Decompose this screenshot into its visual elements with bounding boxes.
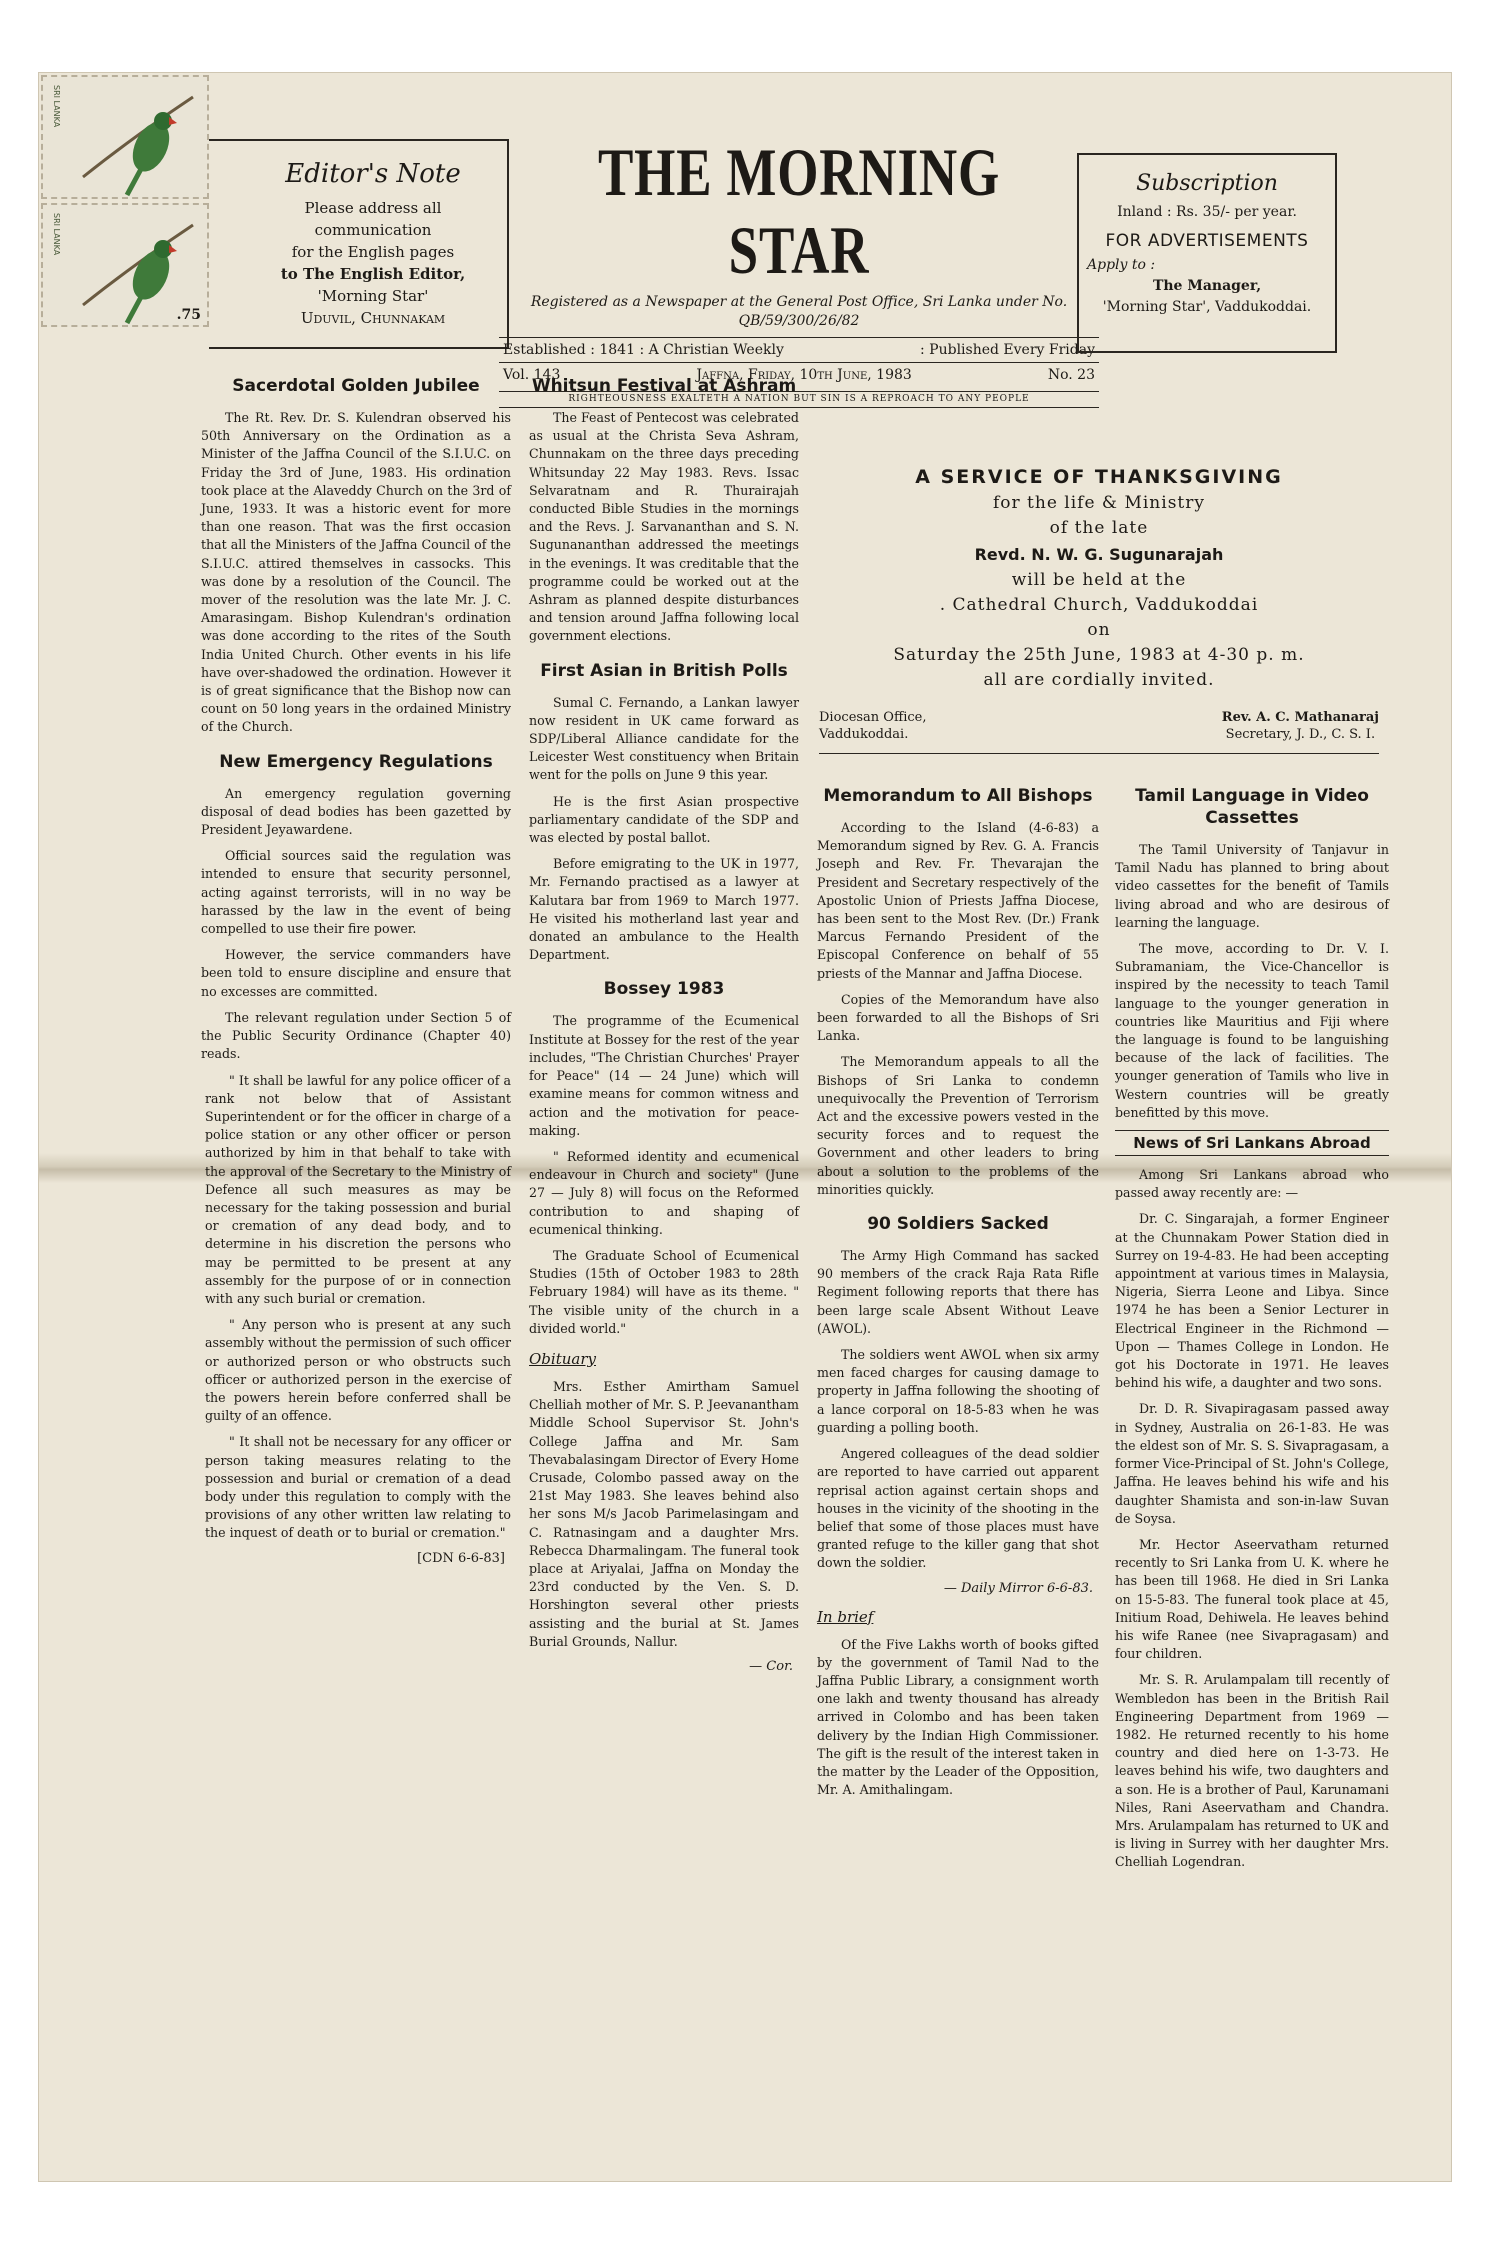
article-paragraph: Mr. Hector Aseervatham returned recently to Sri Lanka from U. K. where he has been till 1968. He died in Sri Lanka on 15-5-83. The funeral took place at 45, Initium Road, Dehiwela. He leaves behind his wife Ranee (nee Sivapragasam) and four children. <box>1115 1536 1389 1662</box>
article-paragraph: " Reformed identity and ecumenical endeavour in Church and society" (June 27 — July 8) will focus on the Reformed contribution to and shaping of ecumenical thinking. <box>529 1148 799 1237</box>
article-headline: Whitsun Festival at Ashram <box>531 376 797 396</box>
notice-signatory <box>1222 709 1379 743</box>
editor-note-box <box>209 139 509 349</box>
stamp-country: SRI LANKA <box>52 213 61 256</box>
article-paragraph: The relevant regulation under Section 5 of the Public Security Ordinance (Chapter 40) reads. <box>201 1009 511 1062</box>
subscription-rate: Inland : Rs. 35/- per year. <box>1117 204 1297 220</box>
article-paragraph: Mrs. Esther Amirtham Samuel Chelliah mother of Mr. S. P. Jeevanantham Middle School Supervisor St. John's College Jaffna and Mr. Sam Thevabalasingam Director of Every Home Crusade, Colombo passed away on the 21st May 1983. She leaves behind also her sons M/s Jacob Parimelasingam and C. Ratnasingam and a daughter Mrs. Rebecca Dharmalingam. The funeral took place at Ariyalai, Jaffna on Monday the 23rd conducted by the Ven. S. D. Horshington several other priests assisting and the burial at St. James Burial Grounds, Nallur. <box>529 1378 799 1649</box>
notice-line: will be held at the <box>1011 570 1187 590</box>
registration-note: Registered as a Newspaper at the General Post Office, Sri Lanka under No. QB/59/300/26/82 <box>530 294 1068 329</box>
established-line <box>499 338 1099 362</box>
notice-office <box>819 709 926 743</box>
stamp-country: SRI LANKA <box>52 85 61 128</box>
notice-line: . Cathedral Church, Vaddukoddai <box>939 595 1259 615</box>
article-paragraph: The Tamil University of Tanjavur in Tamil Nadu has planned to bring about video cassettes for the benefit of Tamils living abroad and who are desirous of learning the language. <box>1115 842 1389 930</box>
notice-signatures <box>819 709 1379 743</box>
article-headline: New Emergency Regulations <box>219 751 493 772</box>
article-headline: Bossey 1983 <box>603 979 725 1000</box>
editor-note-title: Editor's Note <box>285 159 461 189</box>
notice-title: A SERVICE OF THANKSGIVING <box>915 466 1283 488</box>
article-paragraph: However, the service commanders have been told to ensure discipline and ensure that no excesses are committed. <box>201 947 511 999</box>
notice-office-line: Diocesan Office, <box>819 710 927 725</box>
article-paragraph: According to the Island (4-6-83) a Memorandum signed by Rev. G. A. Francis Joseph and Rev. Fr. Thevarajan the President and Secretary respectively of the Apostolic Union of Priests Jaffna Diocese, has been sent to the Most Rev. (Dr.) Frank Marcus Fernando President of the Episcopal Conference on behalf of 55 priests of the Mannar and Jaffna Diocese. <box>817 820 1099 981</box>
editor-note-line: for the English pages <box>291 243 455 261</box>
notice-line: of the late <box>1049 518 1149 538</box>
notice-line: Saturday the 25th June, 1983 at 4-30 p. m. <box>893 645 1305 665</box>
article-paragraph: " Any person who is present at any such assembly without the permission of such officer or authorized person or who obstructs such officer or authorized person in the exercise of the powers herein before conferred shall be guilty of an offence. <box>205 1317 511 1424</box>
manager-address: 'Morning Star', Vaddukoddai. <box>1102 299 1312 315</box>
newspaper-page <box>38 72 1452 2182</box>
stamp-value: .75 <box>176 307 201 323</box>
column-2 <box>529 375 799 1684</box>
article-headline: 90 Soldiers Sacked <box>867 1214 1049 1235</box>
article-paragraph: Official sources said the regulation was intended to ensure that security personnel, acting against terrorists, will in no way be harassed by the law in the event of being compelled to use their fire power. <box>201 848 511 937</box>
article-headline: News of Sri Lankans Abroad <box>1115 1130 1389 1156</box>
apply-to: Apply to : <box>1087 257 1156 273</box>
advertisements-heading: FOR ADVERTISEMENTS <box>1105 231 1309 251</box>
article-paragraph: The soldiers went AWOL when six army men faced charges for causing damage to property in Jaffna following the shooting of a lance corporal on 18-5-83 when he was guarding a polling booth. <box>817 1347 1099 1435</box>
editor-note-line: Uduvil, Chunnakam <box>300 309 446 327</box>
article-paragraph: The Army High Command has sacked 90 members of the crack Raja Rata Rifle Regiment following reports that there has been large scale Absent Without Leave (AWOL). <box>817 1248 1099 1336</box>
volume-number: Vol. 143 <box>503 367 561 383</box>
article-source: [CDN 6-6-83] <box>417 1550 505 1566</box>
column-4 <box>1115 785 1389 1880</box>
article-headline: Memorandum to All Bishops <box>823 786 1093 806</box>
subscription-box <box>1077 153 1337 353</box>
editor-note-line: Please address all <box>304 199 442 217</box>
in-brief-heading: In brief <box>817 1607 874 1626</box>
editor-note-line: communication <box>314 221 432 239</box>
article-headline: First Asian in British Polls <box>540 660 788 681</box>
issue-date: Jaffna, Friday, 10th June, 1983 <box>696 367 912 383</box>
parrot-icon <box>43 77 211 201</box>
obituary-heading: Obituary <box>529 1349 596 1368</box>
article-paragraph: " It shall be lawful for any police officer of a rank not below that of Assistant Superintendent or for the officer in charge of a police station or any other officer or person authorized by him in that behalf to take with the approval of the Secretary to the Ministry of Defence all such measures as may be necessary for the taking possession and burial or cremation of any dead body, and to determine in his discretion the persons who may be permitted to be present at any assembly for the purpose of or in connection with any such burial or cremation. <box>205 1072 511 1306</box>
article-source: — Cor. <box>749 1658 793 1674</box>
article-paragraph: He is the first Asian prospective parliamentary candidate of the SDP and was elected by postal ballot. <box>529 793 799 846</box>
established-text: Established : 1841 : A Christian Weekly <box>503 342 784 358</box>
article-paragraph: Dr. C. Singarajah, a former Engineer at the Chunnakam Power Station died in Surrey on 19-4-83. He had been accepting appointment at various times in Malaysia, Nigeria, Sierra Leone and Libya. Since 1974 he has been a Senior Lecturer in Electrical Engineer in the Richmond — Upon — Thames College in London. He got his Doctorate in 1971. He leaves behind his wife, a daughter and two sons. <box>1115 1211 1389 1391</box>
article-paragraph: " It shall not be necessary for any officer or person taking measures relating to the possession and burial or cremation of a dead body under this regulation to comply with the provisions of any other written law relating to the inquest of death or to burial or cremation." <box>205 1434 511 1541</box>
article-headline: Tamil Language in Video Cassettes <box>1135 786 1369 828</box>
notice-name: Revd. N. W. G. Sugunarajah <box>974 545 1224 564</box>
postage-stamp <box>41 203 209 327</box>
motto: RIGHTEOUSNESS EXALTETH A NATION BUT SIN IS A REPROACH TO ANY PEOPLE <box>499 391 1099 408</box>
thanksgiving-notice <box>819 463 1379 764</box>
article-paragraph: Among Sri Lankans abroad who passed away recently are: — <box>1115 1167 1389 1201</box>
notice-office-line: Vaddukoddai. <box>819 727 909 742</box>
article-paragraph: The programme of the Ecumenical Institute at Bossey for the rest of the year includes, "The Christian Churches' Prayer for Peace" (14 — 24 June) which will examine means for common witness and action and the motivation for peace-making. <box>529 1013 799 1138</box>
notice-line: on <box>1087 620 1111 640</box>
editor-note-line: 'Morning Star' <box>317 287 429 305</box>
article-paragraph: The Feast of Pentecost was celebrated as usual at the Christa Seva Ashram, Chunnakam on the three days preceding Whitsunday 22 May 1983. Revs. Issac Selvaratnam and R. Thurairajah conducted Bible Studies in the mornings and the Revs. J. Sarvananthan and S. N. Sugunananthan addressed the meetings in the evenings. It was creditable that the programme could be worked out at the Ashram as planned despite disturbances and tension around Jaffna following local government elections. <box>529 410 799 644</box>
article-paragraph: The Memorandum appeals to all the Bishops of Sri Lanka to condemn unequivocally the Prevention of Terrorism Act and the excessive powers vested in the security forces and to request the Government and other leaders to bring about a solution to the problems of the minorities quickly. <box>817 1054 1099 1197</box>
article-headline: Sacerdotal Golden Jubilee <box>232 376 480 396</box>
newspaper-title: THE MORNING STAR <box>598 134 1000 288</box>
notice-signatory-name: Rev. A. C. Mathanaraj <box>1221 710 1379 725</box>
article-paragraph: Sumal C. Fernando, a Lankan lawyer now resident in UK came forward as SDP/Liberal Alliance candidate for the Leicester West constituency when Britain went for the polls on June 9 this year. <box>529 694 799 783</box>
notice-signatory-title: Secretary, J. D., C. S. I. <box>1225 727 1376 742</box>
notice-line: for the life & Ministry <box>993 493 1205 513</box>
article-paragraph: Of the Five Lakhs worth of books gifted by the government of Tamil Nad to the Jaffna Public Library, a consignment worth one lakh and twenty thousand has already arrived in Colombo and has been taken delivery by the Indian High Commissioner. The gift is the result of the interest taken in the matter by the Leader of the Opposition, Mr. A. Amithalingam. <box>817 1636 1099 1798</box>
article-paragraph: The Rt. Rev. Dr. S. Kulendran observed his 50th Anniversary on the Ordination as a Minister of the Jaffna Council of the S.I.U.C. on Friday the 3rd of June, 1983. His ordination took place at the Alaveddy Church on the 3rd of June, 1933. It was a historic event for more than one reason. That was the first occasion that all the Ministers of the Jaffna Council of the S.I.U.C. attired themselves in cassocks. This was done by a resolution of the Council. The mover of the resolution was the late Mr. J. C. Amarasingam. Bishop Kulendran's ordination was done according to the rites of the South India United Church. Other events in his life have over-shadowed the ordination. However it is of great significance that the Bishop now can count on 50 long years in the ordained Ministry of the Church. <box>201 410 511 735</box>
column-3 <box>817 785 1099 1807</box>
published-text: : Published Every Friday <box>920 342 1095 358</box>
article-paragraph: Copies of the Memorandum have also been forwarded to all the Bishops of Sri Lanka. <box>817 991 1099 1044</box>
notice-line: all are cordially invited. <box>983 670 1215 690</box>
manager-line: The Manager, <box>1152 278 1262 294</box>
article-paragraph: Before emigrating to the UK in 1977, Mr. Fernando practised as a lawyer at Kalutara bar from 1969 to March 1977. He visited his motherland last year and donated an ambulance to the Health Department. <box>529 856 799 963</box>
masthead <box>499 133 1099 408</box>
article-paragraph: Mr. S. R. Arulampalam till recently of Wembledon has been in the British Rail Engineering Department from 1969 — 1982. He returned recently to his home country and died here on 1-3-73. He leaves behind his wife, two daughters and a son. He is a brother of Paul, Karunamani Niles, Rani Aseervatham and Chandra. Mrs. Arulampalam has returned to UK and is living in Surrey with her daughter Mrs. Chelliah Logendran. <box>1115 1672 1389 1870</box>
issue-number: No. 23 <box>1047 367 1095 383</box>
article-paragraph: An emergency regulation governing disposal of dead bodies has been gazetted by President Jeyawardene. <box>201 785 511 838</box>
editor-note-line: to The English Editor, <box>280 265 466 283</box>
article-source: — Daily Mirror 6-6-83. <box>943 1580 1093 1596</box>
article-paragraph: The Graduate School of Ecumenical Studies (15th of October 1983 to 28th February 1984) will have as its theme. " The visible unity of the church in a divided world." <box>529 1247 799 1336</box>
article-paragraph: The move, according to Dr. V. I. Subramaniam, the Vice-Chancellor is inspired by the necessity to teach Tamil language to the younger generation in countries like Mauritius and Fiji where the language is found to be languishing because of the lack of facilities. The younger generation of Tamils who live in Western countries will be greatly benefitted by this move. <box>1115 941 1389 1120</box>
postage-stamps <box>41 75 209 330</box>
article-paragraph: Dr. D. R. Sivapiragasam passed away in Sydney, Australia on 26-1-83. He was the eldest son of Mr. S. S. Sivapragasam, a former Vice-Principal of St. John's College, Jaffna. He leaves behind his wife and his daughter Shamista and son-in-law Suvan de Soysa. <box>1115 1401 1389 1526</box>
postage-stamp <box>41 75 209 199</box>
subscription-title: Subscription <box>1136 171 1278 196</box>
article-paragraph: Angered colleagues of the dead soldier are reported to have carried out apparent reprisal action against certain shops and houses in the vicinity of the shooting in the belief that some of those places must have granted refuge to the killer gang that shot down the soldier. <box>817 1446 1099 1571</box>
column-1 <box>201 375 511 1576</box>
